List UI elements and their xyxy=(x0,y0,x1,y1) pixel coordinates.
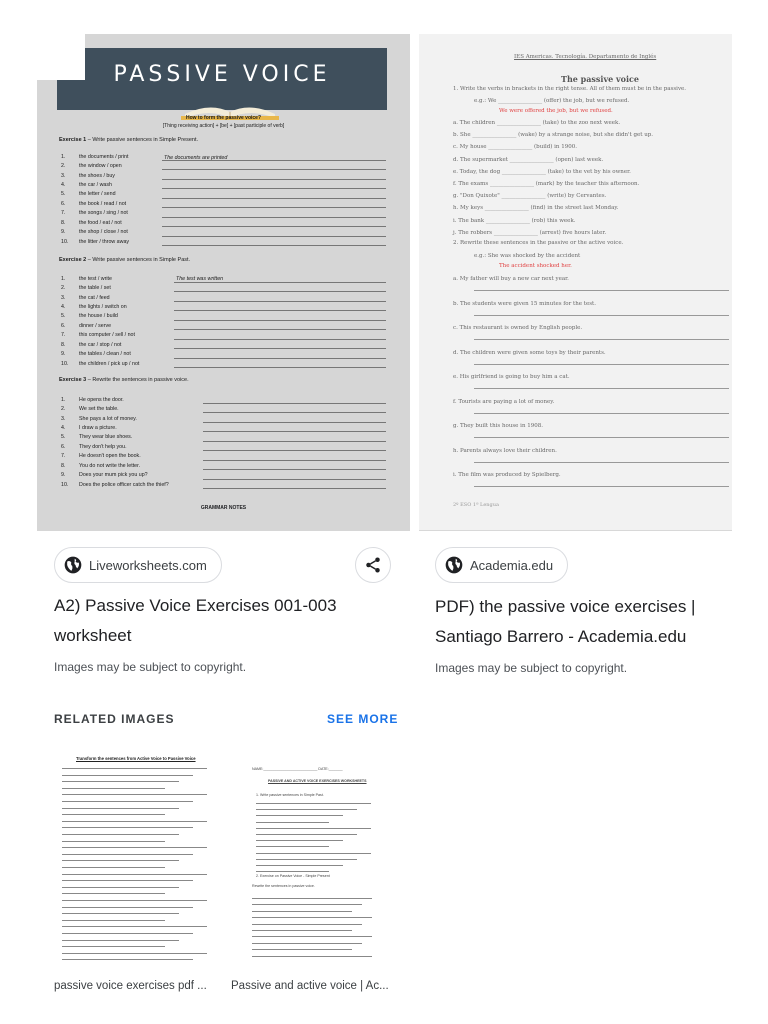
item-text: the songs / sing / not xyxy=(79,210,128,217)
item-text: We set the table. xyxy=(79,406,119,413)
doc-answer-line xyxy=(474,462,729,463)
item-number: 8. xyxy=(61,341,66,348)
doc-answer-line xyxy=(474,364,729,365)
exercise-3-heading: Exercise 3 – Rewrite the sentences in passive voice. xyxy=(59,377,189,383)
doc-item: e. Today, the dog ________________ (take) to the vet by his owner. xyxy=(453,168,631,175)
thumb-line xyxy=(252,898,372,899)
worksheet-item xyxy=(61,171,179,180)
thumb-doc-sub1: 1. Write passive sentences in Simple Past. xyxy=(256,793,324,797)
exercise-2-answer: The test was written xyxy=(176,276,224,282)
item-text: the table / set xyxy=(79,285,111,292)
thumb-line xyxy=(256,834,357,835)
answer-line xyxy=(162,198,386,199)
item-number: 10. xyxy=(61,360,69,367)
thumb-line xyxy=(256,828,371,829)
item-text: dinner / serve xyxy=(79,322,112,329)
doc-answer-line xyxy=(474,388,729,389)
worksheet-item xyxy=(61,293,179,302)
doc-item: f. The exams ________________ (mark) by the teacher this afternoon. xyxy=(453,181,640,187)
exercise-1-heading: Exercise 1 – Write passive sentences in Simple Present. xyxy=(59,137,199,143)
doc-title: The passive voice xyxy=(561,74,639,84)
answer-line xyxy=(162,207,386,208)
item-number: 5. xyxy=(61,434,66,441)
item-number: 5. xyxy=(61,313,66,320)
doc-item: b. The students were given 15 minutes for the test. xyxy=(453,300,596,307)
thumb-line xyxy=(62,940,179,941)
item-number: 9. xyxy=(61,472,66,479)
doc-item: d. The supermarket ________________ (open) last week. xyxy=(453,156,604,163)
thumb-line xyxy=(62,900,207,901)
image-corner-overlay xyxy=(37,34,85,80)
answer-line xyxy=(203,422,386,423)
doc-item: c. My house ________________ (build) in 1900. xyxy=(453,144,577,151)
item-number: 2. xyxy=(61,285,66,292)
thumb-doc-title: PASSIVE AND ACTIVE VOICE EXERCISES WORKSHEETS xyxy=(268,779,367,783)
related-images-heading: RELATED IMAGES xyxy=(54,712,175,726)
thumb-line xyxy=(62,827,193,828)
copyright-notice: Images may be subject to copyright. xyxy=(435,661,628,675)
thumb-line xyxy=(62,880,193,881)
thumb-line xyxy=(62,814,165,815)
worksheet-item xyxy=(61,312,179,321)
item-text: the window / open xyxy=(79,163,122,170)
related-thumb-2[interactable] xyxy=(232,748,392,973)
item-number: 8. xyxy=(61,462,66,469)
doc-footer: 2º ESO 1ª Lengua xyxy=(453,502,499,508)
thumb-line xyxy=(256,846,329,847)
answer-line xyxy=(174,310,386,311)
source-label: Academia.edu xyxy=(470,557,554,573)
worksheet-item xyxy=(61,340,179,349)
worksheet-item xyxy=(61,199,179,208)
answer-line xyxy=(174,367,386,368)
answer-line xyxy=(174,358,386,359)
worksheet-item xyxy=(61,180,179,189)
worksheet-footer: GRAMMAR NOTES xyxy=(200,505,247,511)
doc-instruction-2: 2. Rewrite these sentences in the passive or the active voice. xyxy=(453,240,624,246)
related-thumb-1[interactable] xyxy=(54,748,214,973)
item-text: They wear blue shoes. xyxy=(79,434,133,441)
item-number: 4. xyxy=(61,425,66,432)
item-number: 3. xyxy=(61,172,66,179)
item-number: 7. xyxy=(61,332,66,339)
answer-line xyxy=(203,431,386,432)
thumb-line xyxy=(62,874,207,875)
doc-item: g. They built this house in 1908. xyxy=(453,423,543,429)
worksheet-item xyxy=(61,395,179,404)
item-number: 1. xyxy=(61,153,66,160)
worksheet-item xyxy=(61,321,179,330)
item-text: the documents / print xyxy=(79,153,129,160)
answer-line xyxy=(174,329,386,330)
item-text: Does your mum pick you up? xyxy=(79,472,148,479)
worksheet-item xyxy=(61,404,179,413)
worksheet-item xyxy=(61,152,179,161)
worksheet-item xyxy=(61,442,179,451)
thumb-line xyxy=(256,822,329,823)
thumb-line xyxy=(62,913,179,914)
worksheet-item xyxy=(61,283,179,292)
answer-line xyxy=(203,403,386,404)
thumb-line xyxy=(252,943,362,944)
item-text: He opens the door. xyxy=(79,396,124,403)
source-label: Liveworksheets.com xyxy=(89,557,207,573)
copyright-notice: Images may be subject to copyright. xyxy=(54,660,247,674)
answer-line xyxy=(174,348,386,349)
item-number: 1. xyxy=(61,396,66,403)
worksheet-item xyxy=(61,452,179,461)
answer-line xyxy=(203,488,386,489)
thumb-line xyxy=(256,840,343,841)
doc-item: b. She ________________ (wake) by a strange noise, but she didn't get up. xyxy=(453,132,654,139)
thumb-line xyxy=(62,920,165,921)
worksheet-item xyxy=(61,350,179,359)
item-text: the lights / switch on xyxy=(79,304,127,311)
answer-line xyxy=(162,217,386,218)
source-chip-liveworksheets[interactable] xyxy=(54,547,222,583)
item-number: 5. xyxy=(61,191,66,198)
doc-item: i. The film was produced by Spielberg. xyxy=(453,472,561,478)
doc-item: d. The children were given some toys by their parents. xyxy=(453,349,606,356)
worksheet-item xyxy=(61,433,179,442)
doc-item: j. The robbers ________________ (arrest) five hours later. xyxy=(453,229,607,236)
thumb-line xyxy=(252,930,352,931)
thumb-line xyxy=(252,936,372,937)
answer-line xyxy=(203,469,386,470)
worksheet-item xyxy=(61,274,179,283)
answer-line xyxy=(174,320,386,321)
worksheet-item xyxy=(61,209,179,218)
source-chip-academia[interactable] xyxy=(435,547,568,583)
worksheet-formula: [Thing receiving action] + [be] + [past participle of verb] xyxy=(162,123,285,129)
item-text: the car / stop / not xyxy=(79,341,122,348)
answer-line xyxy=(203,450,386,451)
item-number: 7. xyxy=(61,210,66,217)
thumb-line xyxy=(62,854,193,855)
item-text: Does the police officer catch the thief? xyxy=(79,481,169,488)
doc-instruction-1: 1. Write the verbs in brackets in the right tense. All of them must be in the passive. xyxy=(453,86,687,92)
thumb-line xyxy=(256,853,371,854)
item-text: I draw a picture. xyxy=(79,425,117,432)
answer-line xyxy=(203,441,386,442)
doc-item: h. My keys ________________ (find) in the street last Monday. xyxy=(453,205,619,212)
item-number: 2. xyxy=(61,163,66,170)
doc-answer-line xyxy=(474,413,729,414)
item-text: She pays a lot of money. xyxy=(79,415,137,422)
thumb-line xyxy=(62,808,179,809)
item-text: the children / pick up / not xyxy=(79,360,140,367)
related-caption-2[interactable]: Passive and active voice | Ac... xyxy=(231,980,389,992)
item-text: He doesn't open the book. xyxy=(79,453,141,460)
thumb-doc-title: Transform the sentences from Active Voice to Passive Voice xyxy=(76,756,196,761)
answer-line xyxy=(162,169,386,170)
item-number: 7. xyxy=(61,453,66,460)
answer-line xyxy=(203,460,386,461)
thumb-doc-sub2: 2. Exercise on Passive Voice - Simple Present xyxy=(256,874,330,878)
doc-item: h. Parents always love their children. xyxy=(453,447,557,454)
thumb-line xyxy=(62,834,179,835)
thumb-line xyxy=(252,956,372,957)
item-number: 10. xyxy=(61,238,69,245)
worksheet-item xyxy=(61,237,179,246)
related-caption-1[interactable]: passive voice exercises pdf ... xyxy=(54,980,207,992)
thumb-line xyxy=(252,917,372,918)
doc-item: e. His girlfriend is going to buy him a cat. xyxy=(453,374,570,380)
thumb-line xyxy=(62,821,207,822)
answer-line xyxy=(174,291,386,292)
see-more-link[interactable]: SEE MORE xyxy=(327,712,399,726)
item-number: 9. xyxy=(61,229,66,236)
worksheet-banner-title: PASSIVE VOICE xyxy=(113,62,331,87)
answer-line xyxy=(174,301,386,302)
item-number: 6. xyxy=(61,443,66,450)
doc-item: f. Tourists are paying a lot of money. xyxy=(453,398,555,405)
thumb-line xyxy=(252,949,352,950)
doc-item: c. This restaurant is owned by English people. xyxy=(453,325,583,331)
thumb-doc-name: NAME:___________________________ DATE:_______ xyxy=(252,767,343,771)
worksheet-item xyxy=(61,190,179,199)
result-title-academia[interactable]: PDF) the passive voice exercises | Santiago Barrero - Academia.edu xyxy=(435,597,696,646)
thumb-line xyxy=(62,893,165,894)
worksheet-item xyxy=(61,359,179,368)
item-number: 8. xyxy=(61,219,66,226)
exercise-2-list xyxy=(61,274,179,368)
thumb-line xyxy=(62,959,193,960)
answer-line xyxy=(162,226,386,227)
item-number: 6. xyxy=(61,200,66,207)
thumb-line xyxy=(62,907,193,908)
item-number: 6. xyxy=(61,322,66,329)
doc-answer-line xyxy=(474,315,729,316)
worksheet-item xyxy=(61,218,179,227)
thumb-line xyxy=(62,781,179,782)
worksheet-how-heading: How to form the passive voice? xyxy=(185,115,262,121)
doc-answer-line xyxy=(474,290,729,291)
thumb-line xyxy=(62,801,193,802)
answer-line xyxy=(162,179,386,180)
exercise-3-list xyxy=(61,395,179,489)
exercise-2-heading: Exercise 2 – Write passive sentences in Simple Past. xyxy=(59,257,191,263)
thumb-line xyxy=(62,946,165,947)
item-number: 4. xyxy=(61,182,66,189)
worksheet-item xyxy=(61,414,179,423)
item-text: the litter / throw away xyxy=(79,238,130,245)
doc-item: a. My father will buy a new car next year. xyxy=(453,276,569,282)
share-button[interactable] xyxy=(355,547,391,583)
item-text: this computer / sell / not xyxy=(79,332,135,339)
doc-answer-line xyxy=(474,339,729,340)
exercise-1-answer: The documents are printed xyxy=(164,155,228,161)
thumb-line xyxy=(256,871,329,872)
item-number: 3. xyxy=(61,415,66,422)
result-title-liveworksheets[interactable]: A2) Passive Voice Exercises 001-003 worksheet xyxy=(54,596,337,645)
thumb-line xyxy=(256,815,343,816)
doc-item: g. "Don Quixote" ________________ (write) by Cervantes. xyxy=(453,193,607,200)
item-number: 4. xyxy=(61,304,66,311)
item-text: the food / eat / not xyxy=(79,219,122,226)
globe-icon xyxy=(63,555,83,575)
item-text: You do not write the letter. xyxy=(79,462,141,469)
thumb-line xyxy=(62,788,165,789)
thumb-line xyxy=(62,847,207,848)
thumb-line xyxy=(62,768,207,769)
worksheet-item xyxy=(61,228,179,237)
thumb-line xyxy=(256,865,343,866)
thumb-line xyxy=(62,933,193,934)
item-number: 3. xyxy=(61,294,66,301)
doc-example-1-answer: We were offered the job, but we refused. xyxy=(499,108,613,114)
doc-item: a. The children ________________ (take) to the zoo next week. xyxy=(453,120,621,126)
thumb-line xyxy=(256,803,371,804)
answer-line xyxy=(162,236,386,237)
item-number: 10. xyxy=(61,481,69,488)
worksheet-item xyxy=(61,302,179,311)
thumb-line xyxy=(252,911,352,912)
result-image-liveworksheets[interactable] xyxy=(37,34,410,531)
answer-line xyxy=(174,282,386,283)
thumb-line xyxy=(252,924,362,925)
thumb-line xyxy=(256,859,357,860)
worksheet-item xyxy=(61,423,179,432)
exercise-1-list xyxy=(61,152,179,246)
thumb-line xyxy=(62,775,193,776)
thumb-doc-sub3: Rewrite the sentences in passive voice. xyxy=(252,884,315,888)
globe-icon xyxy=(444,555,464,575)
thumb-line xyxy=(62,867,165,868)
item-number: 9. xyxy=(61,351,66,358)
thumb-line xyxy=(62,953,207,954)
thumb-line xyxy=(62,794,207,795)
thumb-line xyxy=(256,809,357,810)
doc-header: IES Americas. Tecnología. Departamento de Inglés xyxy=(514,54,657,60)
thumb-line xyxy=(62,841,165,842)
item-text: the book / read / not xyxy=(79,200,127,207)
item-number: 1. xyxy=(61,275,66,282)
worksheet-item xyxy=(61,461,179,470)
item-text: the shop / close / not xyxy=(79,229,128,236)
answer-line xyxy=(203,412,386,413)
worksheet-item xyxy=(61,471,179,480)
result-image-academia[interactable] xyxy=(419,34,732,531)
doc-example-2-answer: The accident shocked her. xyxy=(499,263,572,269)
item-text: the letter / send xyxy=(79,191,116,198)
worksheet-banner xyxy=(57,48,387,110)
item-text: They don't help you. xyxy=(79,443,127,450)
thumb-line xyxy=(252,904,362,905)
item-number: 2. xyxy=(61,406,66,413)
doc-example-1: e.g.: We ________________ (offer) the job, but we refused. xyxy=(474,98,630,104)
thumb-line xyxy=(62,887,179,888)
doc-item: i. The bank ________________ (rob) this week. xyxy=(453,217,576,224)
item-text: the cat / feed xyxy=(79,294,110,301)
answer-line xyxy=(174,339,386,340)
answer-line xyxy=(162,188,386,189)
doc-answer-line xyxy=(474,437,729,438)
doc-example-2: e.g.: She was shocked by the accident xyxy=(474,253,581,259)
worksheet-item xyxy=(61,331,179,340)
thumb-line xyxy=(62,860,179,861)
doc-answer-line xyxy=(474,486,729,487)
thumb-line xyxy=(62,926,207,927)
item-text: the shoes / buy xyxy=(79,172,115,179)
worksheet-item xyxy=(61,480,179,489)
share-icon xyxy=(364,556,382,574)
answer-line xyxy=(162,245,386,246)
item-text: the house / build xyxy=(79,313,118,320)
item-text: the test / write xyxy=(79,275,112,282)
item-text: the car / wash xyxy=(79,182,112,189)
answer-line xyxy=(203,479,386,480)
worksheet-item xyxy=(61,161,179,170)
item-text: the tables / clean / not xyxy=(79,351,131,358)
